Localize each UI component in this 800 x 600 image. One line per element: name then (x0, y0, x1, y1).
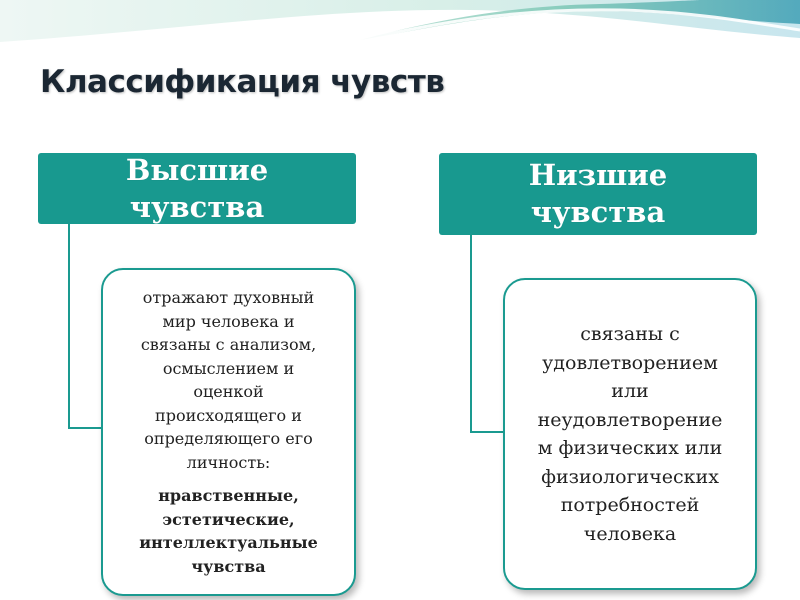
higher-feelings-examples: нравственные, эстетические, интеллектуальные чувства (139, 486, 318, 576)
connector-right (471, 235, 503, 432)
higher-feelings-header-label: Высшие чувства (125, 152, 269, 224)
lower-feelings-description-card (503, 278, 757, 590)
higher-feelings-description: отражают духовный мир человека и связаны с анализом, осмыслением и оценкой происходящего и определяющего его личность: (140, 288, 317, 472)
lower-feelings-description: связаны с удовлетворением или неудовлетворение м физических или физиологических потребностей человека (537, 323, 723, 545)
higher-feelings-description-card (101, 268, 356, 596)
higher-feelings-header (38, 153, 356, 224)
connector-left (69, 224, 101, 428)
slide-title: Классификация чувств (40, 64, 445, 100)
lower-feelings-header (439, 153, 757, 235)
lower-feelings-header-label: Низшие чувства (528, 158, 668, 229)
